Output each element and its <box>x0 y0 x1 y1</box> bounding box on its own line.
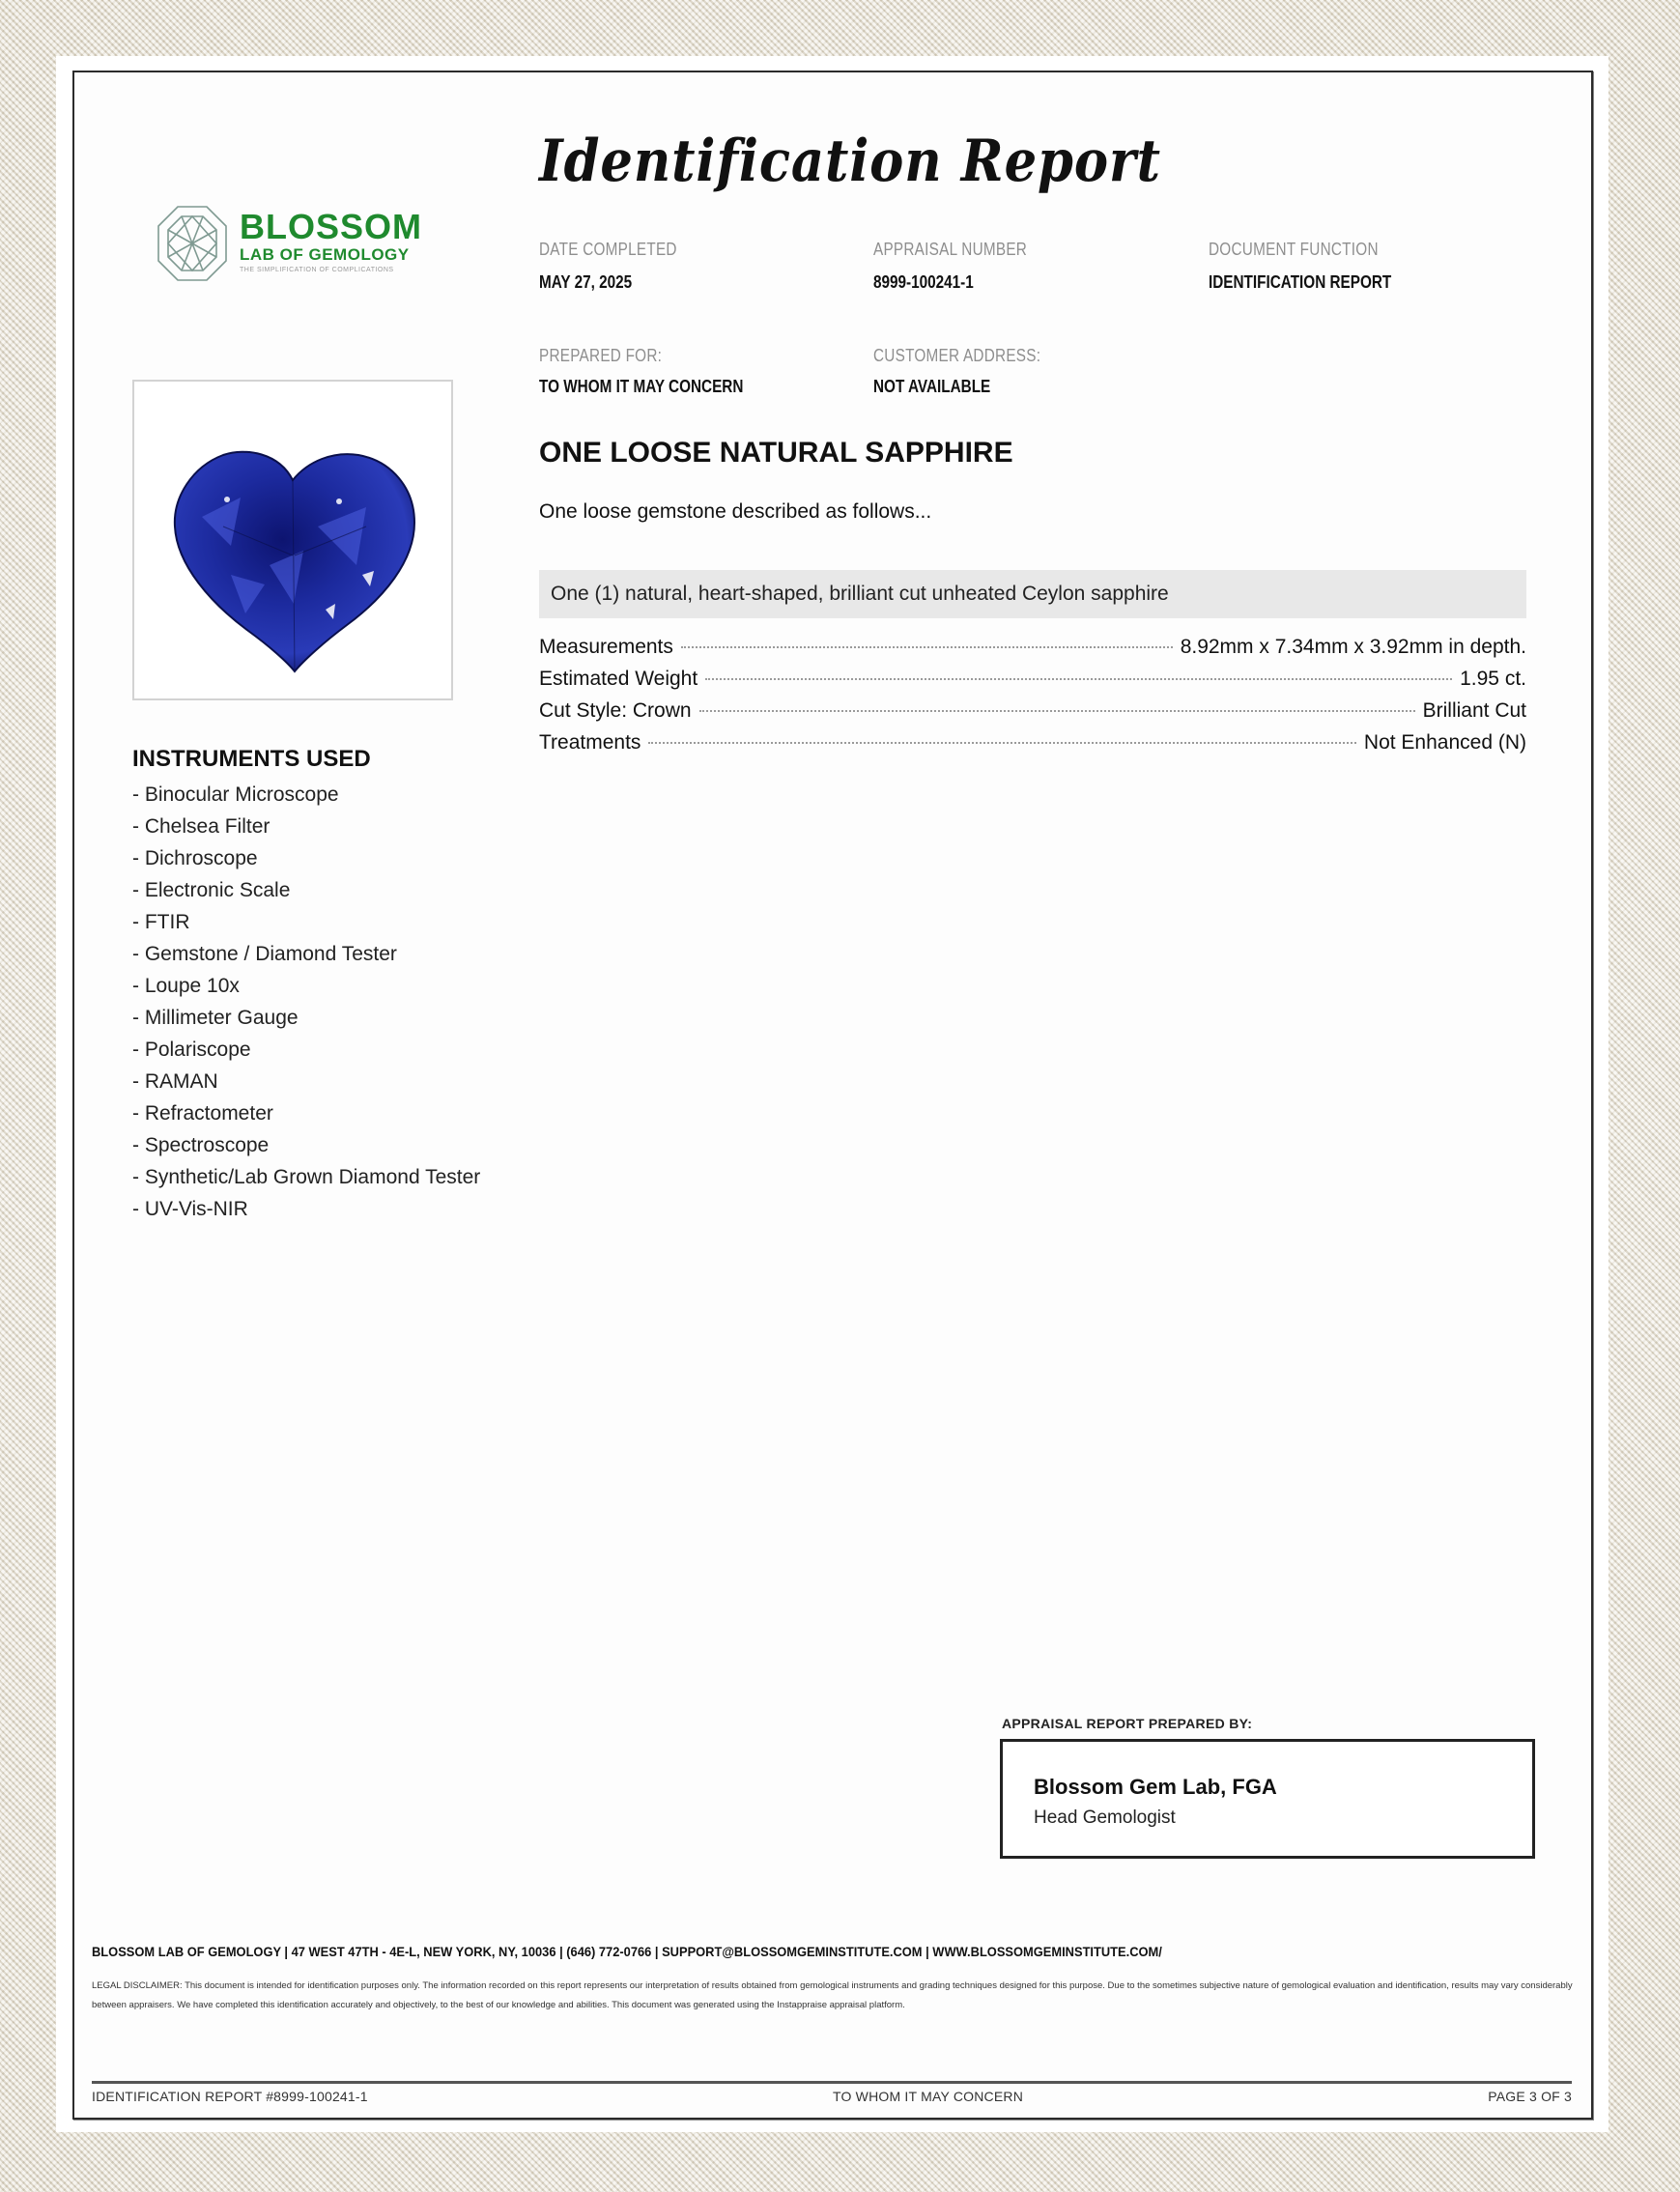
appraisal-number-label: APPRAISAL NUMBER <box>873 240 1028 259</box>
spec-label: Estimated Weight <box>539 668 698 690</box>
spec-label: Treatments <box>539 731 641 754</box>
appraiser-title: Head Gemologist <box>1034 1808 1176 1828</box>
spec-value: Not Enhanced (N) <box>1363 731 1526 754</box>
appraiser-name: Blossom Gem Lab, FGA <box>1034 1775 1277 1799</box>
dotted-leader <box>699 710 1415 712</box>
instrument-item: - Millimeter Gauge <box>132 1007 299 1029</box>
instrument-item: - UV-Vis-NIR <box>132 1198 248 1220</box>
date-completed-label: DATE COMPLETED <box>539 240 677 259</box>
dotted-leader <box>648 742 1355 744</box>
footer-bar <box>92 2089 1572 2104</box>
item-description <box>539 570 1526 618</box>
instrument-item: - Loupe 10x <box>132 975 240 997</box>
customer-address-label: CUSTOMER ADDRESS: <box>873 346 1041 365</box>
footer-divider <box>92 2081 1572 2084</box>
lab-logo <box>155 203 444 284</box>
instrument-item: - Chelsea Filter <box>132 815 271 838</box>
instrument-item: - FTIR <box>132 911 190 933</box>
instrument-item: - Binocular Microscope <box>132 783 339 806</box>
dotted-leader <box>705 678 1452 680</box>
instruments-list <box>132 779 480 1225</box>
prepared-for-value: TO WHOM IT MAY CONCERN <box>539 377 744 396</box>
footer-page-number: PAGE 3 OF 3 <box>1488 2089 1572 2104</box>
document-function-label: DOCUMENT FUNCTION <box>1209 240 1379 259</box>
spec-label: Measurements <box>539 636 673 658</box>
logo-tagline: THE SIMPLIFICATION OF COMPLICATIONS <box>240 267 394 273</box>
spec-row-measurements <box>539 636 1526 668</box>
document-function-value: IDENTIFICATION REPORT <box>1209 272 1392 292</box>
footer-contact: BLOSSOM LAB OF GEMOLOGY | 47 WEST 47TH - 4E-L, NEW YORK, NY, 10036 | (646) 772-0766 | SUPPORT@BLOSSOMGEMINSTITUTE.COM | WWW.BLOSSOMGEMINSTITUTE.COM/ <box>92 1944 1162 1959</box>
document-title: Identification Report <box>539 128 1161 195</box>
legal-disclaimer: LEGAL DISCLAIMER: This document is intended for identification purposes only. The information recorded on this report represents our interpretation of results obtained from gemological instruments and grading techniques designed for this purpose. Due to the sometimes subjective nature of gemological evaluation and identification, results may vary considerably between appraisers. We have completed this identification accurately and objectively, to the best of our knowledge and abilities. This document was generated using the Instappraise appraisal platform. <box>92 1980 1573 2010</box>
spec-label: Cut Style: Crown <box>539 699 692 722</box>
prepared-by-label: APPRAISAL REPORT PREPARED BY: <box>1002 1716 1253 1731</box>
spec-row-cut-style <box>539 699 1526 731</box>
spec-row-treatments <box>539 731 1526 763</box>
instrument-item: - Refractometer <box>132 1102 273 1124</box>
item-intro: One loose gemstone described as follows... <box>539 500 932 523</box>
spec-value: 8.92mm x 7.34mm x 3.92mm in depth. <box>1180 636 1526 658</box>
instrument-item: - RAMAN <box>132 1070 218 1093</box>
heart-sapphire-image <box>134 382 451 698</box>
instrument-item: - Spectroscope <box>132 1134 270 1156</box>
instrument-item: - Polariscope <box>132 1039 251 1061</box>
spec-list <box>539 636 1526 763</box>
instrument-item: - Synthetic/Lab Grown Diamond Tester <box>132 1166 481 1188</box>
instrument-item: - Electronic Scale <box>132 879 291 901</box>
logo-name: BLOSSOM <box>240 207 423 246</box>
date-completed-value: MAY 27, 2025 <box>539 272 633 292</box>
spec-value: 1.95 ct. <box>1460 668 1526 690</box>
prepared-by-box <box>1000 1739 1535 1859</box>
spec-value: Brilliant Cut <box>1422 699 1526 722</box>
gem-image-frame <box>132 380 453 700</box>
gem-octagon-icon <box>155 203 230 284</box>
prepared-for-label: PREPARED FOR: <box>539 346 663 365</box>
customer-address-value: NOT AVAILABLE <box>873 377 991 396</box>
instrument-item: - Gemstone / Diamond Tester <box>132 943 397 965</box>
instruments-title: INSTRUMENTS USED <box>132 746 371 772</box>
item-heading: ONE LOOSE NATURAL SAPPHIRE <box>539 437 1013 469</box>
footer-recipient: TO WHOM IT MAY CONCERN <box>832 2089 1024 2104</box>
footer-report-ref: IDENTIFICATION REPORT #8999-100241-1 <box>92 2089 368 2104</box>
appraisal-number-value: 8999-100241-1 <box>873 272 974 292</box>
logo-subtitle: LAB OF GEMOLOGY <box>240 245 410 264</box>
item-description-text: One (1) natural, heart-shaped, brilliant cut unheated Ceylon sapphire <box>551 583 1169 605</box>
dotted-leader <box>681 646 1173 648</box>
instrument-item: - Dichroscope <box>132 847 258 869</box>
spec-row-weight <box>539 668 1526 699</box>
